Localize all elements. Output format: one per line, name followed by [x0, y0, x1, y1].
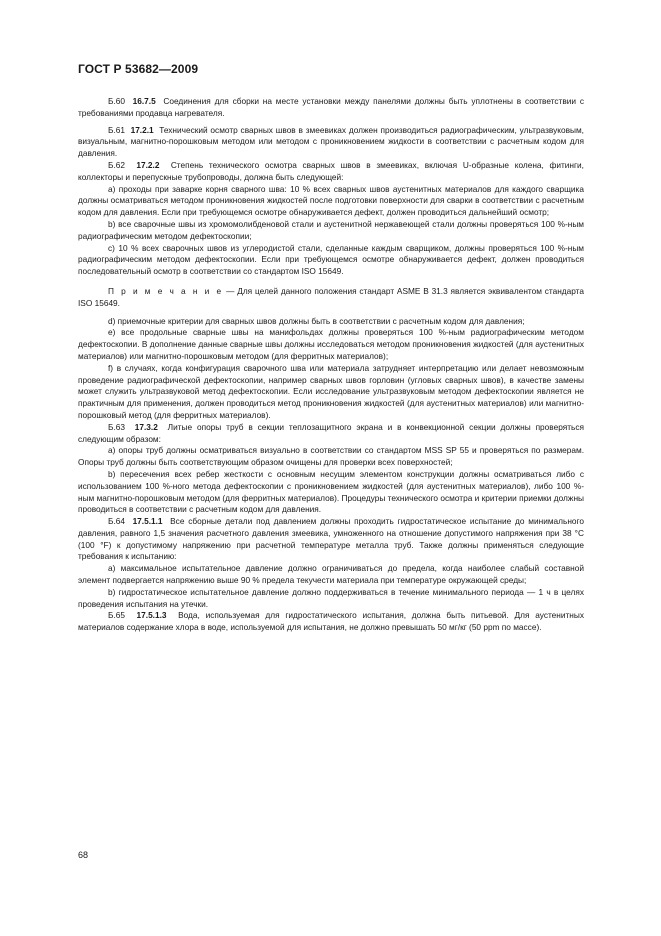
clause-number: 17.2.1 — [130, 124, 154, 135]
clause-id: Б.61 — [108, 124, 125, 135]
clause-id: Б.63 — [108, 421, 125, 432]
list-item-c: c) 10 % всех сварочных швов из углеродистой стали, сделанные каждым сварщиком, должны проверяться 100 %-ным радиографическим методом дефектоскопии. Если при требующемся осмотре обнаруживается дефект, должен проводиться последовательный осмотр в соответствии со стандартом ISO 15649. — [78, 242, 584, 277]
list-item-b: b) все сварочные швы из хромомолибденовой стали и аустенитной нержавеющей стали должны проверяться 100 %-ным радиографическим методом дефектоскопии; — [78, 218, 584, 241]
clause-text: Все сборные детали под давлением должны проходить гидростатическое испытание до минимального давления, равного 1,5 значения расчетного давления змеевика, умноженного на отношение допустимого напряжения при 38 °С (100 °F) к допустимому напряжению при расчетной температуре металла труб. Также должны применяться следующие требования к испытанию: — [78, 516, 584, 562]
list-item-e: e) все продольные сварные швы на манифольдах должны проверяться 100 %-ным радиографическим методом дефектоскопии. В дополнение данные сварные швы должны исследоваться методом проникновения жидкостей (для аустенитных материалов) или магнитно-порошковым методом (для ферритных материалов); — [78, 327, 584, 361]
page-number: 68 — [78, 850, 89, 860]
clause-id: Б.65 — [108, 610, 125, 621]
document-body — [78, 96, 584, 634]
clause-number: 17.5.1.3 — [136, 610, 167, 621]
clause-b64 — [78, 516, 584, 563]
note-text: — Для целей данного положения стандарт ASME B 31.3 является эквивалентом стандарта ISO 15649. — [78, 285, 584, 308]
clause-b61 — [78, 125, 584, 160]
clause-id: Б.60 — [108, 96, 125, 106]
clause-id: Б.62 — [108, 159, 125, 170]
note-label: П р и м е ч а н и е — [108, 285, 224, 296]
clause-b62 — [78, 160, 584, 184]
clause-b60 — [78, 96, 584, 120]
clause-b65 — [78, 610, 584, 634]
document-header: ГОСТ Р 53682—2009 — [78, 62, 199, 76]
list-item-b: b) пересечения всех ребер жесткости с основным несущим элементом конструкции должны осматриваться либо с использованием 100 %-ного метода дефектоскопии с проникновением жидкостей (для аустенитных материалов), либо 100 %-ным магнитно-порошковым методом (для ферритных материалов). Процедуры технического осмотра и критерии приемки должны проводиться в соответствии с расчетным кодом для давления. — [78, 468, 584, 515]
list-item-f: f) в случаях, когда конфигурация сварочного шва или материала затрудняет интерпретацию или делает невозможным проведение радиографической дефектоскопии, например сварных швов горловин (угловых сварных швов), в качестве замены может служить ультразвуковой метод дефектоскопии. Если исследование ультразвуковым методом дефектоскопии является не практичным для применения, должен проводиться метод проникновения жидкостей (для аустенитных материалов) или магнитно-порошковый метод (для ферритных материалов). — [78, 362, 584, 420]
note — [78, 286, 584, 310]
clause-text: Технический осмотр сварных швов в змеевиках должен производиться радиографическим, ультразвуковым, визуальным, магнитно-порошковым методом или методом с проникновением жидкости в соответствии с расчетным кодом для давления. — [78, 124, 584, 159]
list-item-a: a) опоры труб должны осматриваться визуально в соответствии со стандартом MSS SP 55 и проверяться по размерам. Опоры труб должны быть соответствующим образом очищены для проверки всех поверхностей; — [78, 445, 584, 468]
clause-number: 17.2.2 — [136, 159, 160, 170]
clause-b63 — [78, 422, 584, 446]
list-item-a: a) проходы при заварке корня сварного шва: 10 % всех сварных швов аустенитных материалов для каждого сварщика должны осматриваться методом проникновения жидкостей после подготовки поверхности для сварки в соответствии с расчетным кодом для давления. Если при требующемся осмотре обнаруживается дефект, должен проводиться дальнейший осмотр; — [78, 183, 584, 218]
clause-number: 17.3.2 — [134, 421, 158, 432]
list-item-a: a) максимальное испытательное давление должно ограничиваться до предела, когда наиболее слабый составной элемент подвергается напряжению выше 90 % предела текучести материала при температуре окружающей среды; — [78, 563, 584, 586]
list-item-d: d) приемочные критерии для сварных швов должны быть в соответствии с расчетным кодом для давления; — [108, 315, 525, 326]
clause-text: Вода, используемая для гидростатического испытания, должна быть питьевой. Для аустенитных материалов содержание хлора в воде, используемой для испытания, не должно превышать 50 мг/кг (50 ppm по массе). — [78, 610, 584, 633]
clause-number: 16.7.5 — [132, 96, 156, 106]
clause-text: Степень технического осмотра сварных швов в змеевиках, включая U-образные колена, фитинги, коллекторы и перепускные трубопроводы, должна быть следующей: — [78, 159, 584, 182]
clause-text: Литые опоры труб в секции теплозащитного экрана и в конвекционной секции должны проверяться следующим образом: — [78, 421, 584, 444]
clause-text: Соединения для сборки на месте установки между панелями должны быть уплотнены в соответствии с требованиями продавца нагревателя. — [78, 96, 584, 118]
clause-number: 17.5.1.1 — [132, 516, 163, 527]
clause-id: Б.64 — [108, 516, 125, 527]
list-item-b: b) гидростатическое испытательное давление должно поддерживаться в течение минимального периода — 1 ч в целях проведения испытания на утечки. — [78, 586, 584, 609]
